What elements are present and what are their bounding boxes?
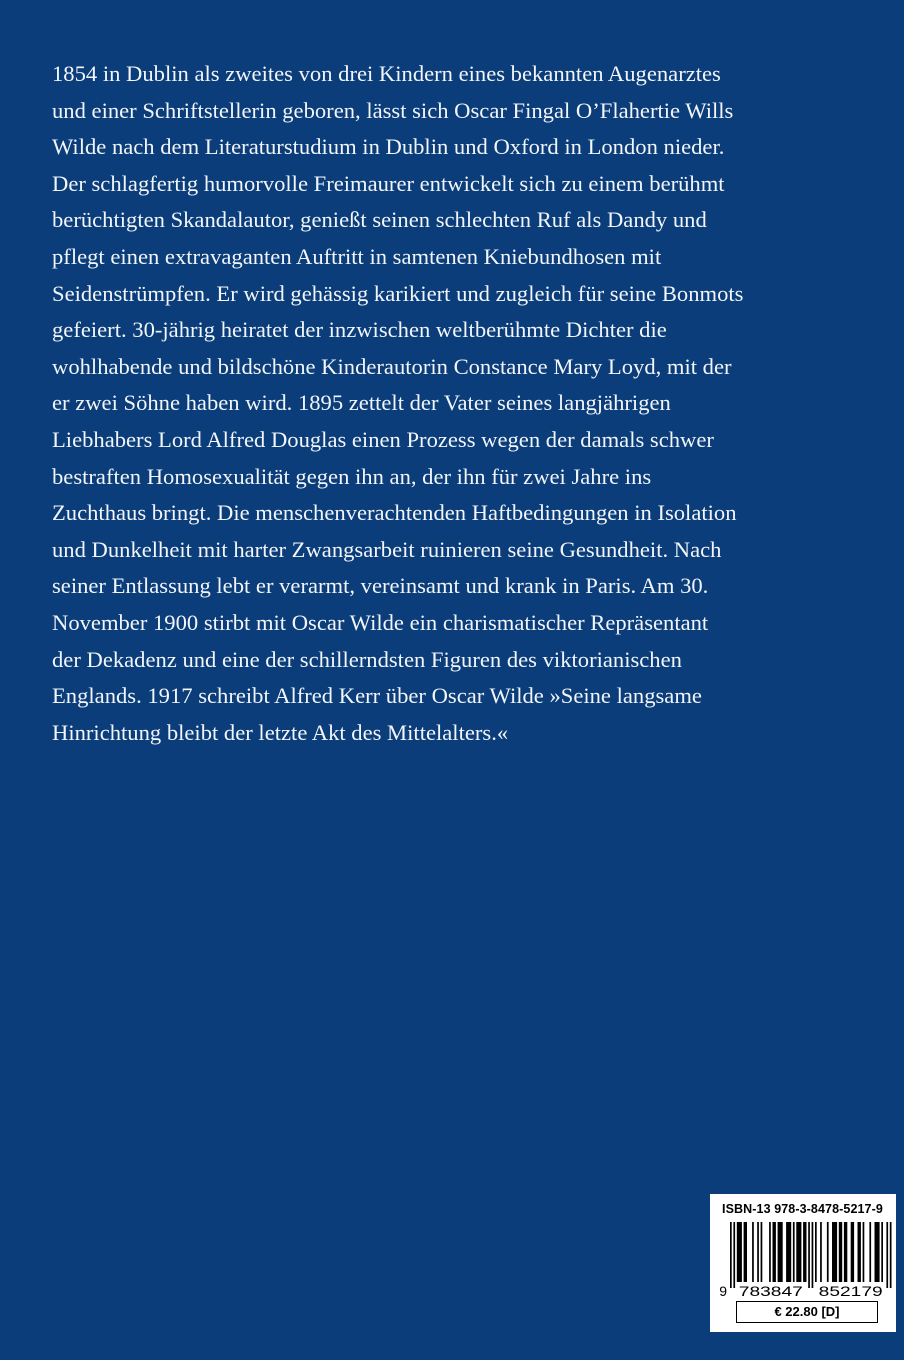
- barcode-bar: [761, 1222, 763, 1282]
- blurb-line: berüchtigten Skandalautor, genießt seinen schlechten Ruf als Dandy und: [52, 207, 707, 233]
- blurb-text: [52, 56, 882, 751]
- barcode-bar: [808, 1222, 810, 1288]
- blurb-line: Wilde nach dem Literaturstudium in Dublin und Oxford in London nieder.: [52, 134, 725, 160]
- blurb-line: Der schlagfertig humorvolle Freimaurer entwickelt sich zu einem berühmt: [52, 170, 725, 196]
- blurb-line: seiner Entlassung lebt er verarmt, vereinsamt und krank in Paris. Am 30.: [52, 573, 709, 599]
- barcode-bar: [875, 1222, 880, 1282]
- blurb-line: Liebhabers Lord Alfred Douglas einen Prozess wegen der damals schwer: [52, 426, 714, 452]
- barcode-bar: [839, 1222, 842, 1282]
- barcode-bar: [886, 1222, 888, 1288]
- barcode-bar: [737, 1222, 742, 1282]
- barcode-bar: [881, 1222, 883, 1282]
- barcode-bar: [730, 1222, 732, 1288]
- barcode-digits: 9: [719, 1283, 727, 1298]
- barcode-bar: [803, 1222, 806, 1282]
- barcode-bar: [820, 1222, 822, 1282]
- blurb-line: der Dekadenz und eine der schillerndsten Figuren des viktorianischen: [52, 646, 682, 672]
- barcode-digits: 852179: [818, 1283, 883, 1298]
- barcode-bar: [863, 1222, 865, 1282]
- blurb-line: pflegt einen extravaganten Auftritt in samtenen Kniebundhosen mit: [52, 243, 662, 269]
- barcode-bar: [869, 1222, 871, 1282]
- barcode-bar: [796, 1222, 801, 1282]
- blurb-line: und einer Schriftstellerin geboren, lässt sich Oscar Fingal O’Flahertie Wills: [52, 97, 734, 123]
- blurb-line: und Dunkelheit mit harter Zwangsarbeit ruinieren seine Gesundheit. Nach: [52, 536, 722, 562]
- isbn-barcode-box: [710, 1194, 896, 1332]
- blurb-line: November 1900 stirbt mit Oscar Wilde ein charismatischer Repräsentant: [52, 609, 709, 635]
- barcode-bar: [793, 1222, 795, 1282]
- barcode-bar: [851, 1222, 854, 1282]
- blurb-line: Hinrichtung bleibt der letzte Akt des Mittelalters.«: [52, 719, 509, 745]
- barcode-bar: [752, 1222, 754, 1282]
- blurb-line: bestraften Homosexualität gegen ihn an, der ihn für zwei Jahre ins: [52, 463, 652, 489]
- barcode-bar: [757, 1222, 759, 1282]
- blurb-line: gefeiert. 30-jährig heiratet der inzwischen weltberühmte Dichter die: [52, 317, 667, 343]
- barcode-bar: [812, 1222, 814, 1288]
- barcode-bar: [778, 1222, 783, 1282]
- barcode-bar: [786, 1222, 791, 1282]
- barcode-bar: [844, 1222, 847, 1282]
- barcode-bar: [733, 1222, 735, 1288]
- barcode-bar: [744, 1222, 747, 1282]
- barcode-bar: [890, 1222, 892, 1288]
- blurb-line: er zwei Söhne haben wird. 1895 zettelt der Vater seines langjährigen: [52, 390, 671, 416]
- blurb-line: Englands. 1917 schreibt Alfred Kerr über Oscar Wilde »Seine langsame: [52, 683, 702, 709]
- blurb-line: Seidenstrümpfen. Er wird gehässig karikiert und zugleich für seine Bonmots: [52, 280, 744, 306]
- barcode-bar: [832, 1222, 837, 1282]
- barcode-bar: [827, 1222, 829, 1282]
- price-label: € 22.80 [D]: [736, 1301, 878, 1323]
- barcode-bar: [769, 1222, 771, 1282]
- barcode-bar: [773, 1222, 776, 1282]
- blurb-line: 1854 in Dublin als zweites von drei Kindern eines bekannten Augenarztes: [52, 61, 721, 86]
- barcode: [718, 1222, 894, 1298]
- barcode-bar: [858, 1222, 861, 1282]
- blurb-line: Zuchthaus bringt. Die menschenverachtenden Haftbedingungen in Isolation: [52, 500, 737, 526]
- isbn-label: ISBN-13 978-3-8478-5217-9: [722, 1202, 883, 1216]
- blurb-line: wohlhabende und bildschöne Kinderautorin Constance Mary Loyd, mit der: [52, 353, 732, 379]
- barcode-bar: [815, 1222, 817, 1282]
- barcode-digits: 783847: [738, 1283, 804, 1298]
